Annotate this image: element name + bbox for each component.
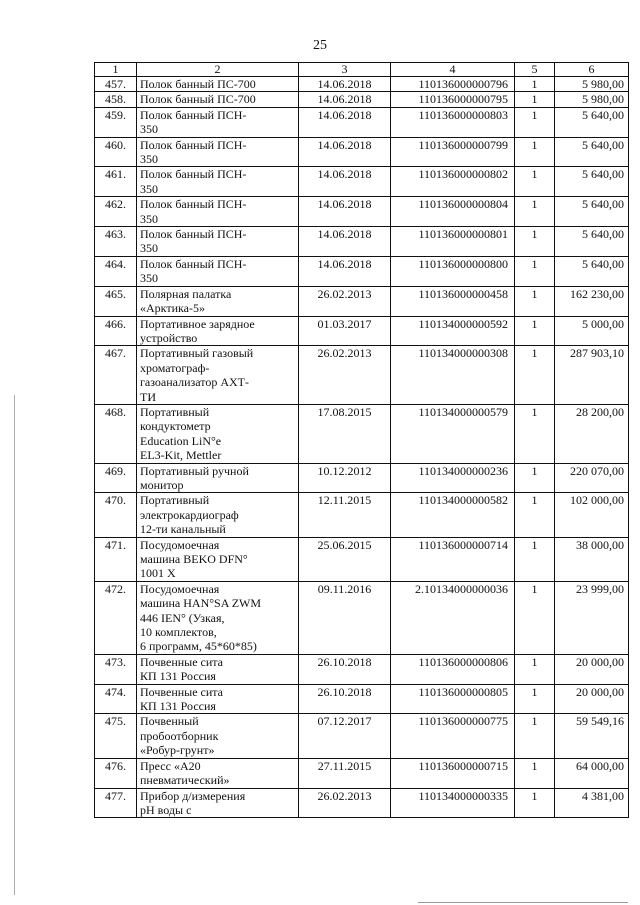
item-quantity: 1 bbox=[515, 227, 555, 257]
inventory-code: 110134000000579 bbox=[391, 404, 515, 463]
item-name: Портативный кондуктометр Education LiN°e EL3-Kit, Mettler bbox=[137, 404, 299, 463]
item-date: 09.11.2016 bbox=[299, 581, 391, 654]
inventory-table bbox=[94, 62, 629, 818]
table-row bbox=[95, 167, 629, 197]
table-row bbox=[95, 107, 629, 137]
inventory-code: 110136000000802 bbox=[391, 167, 515, 197]
item-cost: 5 640,00 bbox=[555, 137, 629, 167]
item-quantity: 1 bbox=[515, 77, 555, 92]
table-row bbox=[95, 197, 629, 227]
item-cost: 5 640,00 bbox=[555, 167, 629, 197]
row-number: 473. bbox=[95, 654, 137, 684]
item-name: Полок банный ПС-700 bbox=[137, 92, 299, 107]
table-header bbox=[95, 63, 629, 77]
inventory-code: 110136000000795 bbox=[391, 92, 515, 107]
inventory-code: 110134000000592 bbox=[391, 316, 515, 346]
header-col-5: 5 bbox=[515, 63, 555, 77]
row-number: 471. bbox=[95, 537, 137, 581]
inventory-code: 110134000000335 bbox=[391, 788, 515, 818]
table-body bbox=[95, 77, 629, 818]
item-date: 12.11.2015 bbox=[299, 493, 391, 537]
item-cost: 5 980,00 bbox=[555, 92, 629, 107]
item-cost: 64 000,00 bbox=[555, 758, 629, 788]
item-date: 14.06.2018 bbox=[299, 167, 391, 197]
table-row bbox=[95, 77, 629, 92]
item-cost: 162 230,00 bbox=[555, 286, 629, 316]
table-row bbox=[95, 714, 629, 758]
scan-edge-line bbox=[14, 395, 15, 895]
table-row bbox=[95, 227, 629, 257]
item-name: Полок банный ПС-700 bbox=[137, 77, 299, 92]
table-row bbox=[95, 788, 629, 818]
item-cost: 23 999,00 bbox=[555, 581, 629, 654]
item-name: Полок банный ПСН- 350 bbox=[137, 137, 299, 167]
page-number: 25 bbox=[313, 38, 327, 53]
item-date: 14.06.2018 bbox=[299, 92, 391, 107]
row-number: 460. bbox=[95, 137, 137, 167]
item-cost: 287 903,10 bbox=[555, 346, 629, 405]
item-quantity: 1 bbox=[515, 137, 555, 167]
item-date: 17.08.2015 bbox=[299, 404, 391, 463]
item-name: Посудомоечная машина BEKO DFN° 1001 X bbox=[137, 537, 299, 581]
row-number: 474. bbox=[95, 684, 137, 714]
table-row bbox=[95, 758, 629, 788]
row-number: 465. bbox=[95, 286, 137, 316]
item-name: Пресс «А20 пневматический» bbox=[137, 758, 299, 788]
table-row bbox=[95, 493, 629, 537]
item-name: Прибор д/измерения рН воды с bbox=[137, 788, 299, 818]
item-cost: 220 070,00 bbox=[555, 463, 629, 493]
inventory-code: 2.10134000000036 bbox=[391, 581, 515, 654]
item-name: Портативный ручной монитор bbox=[137, 463, 299, 493]
row-number: 459. bbox=[95, 107, 137, 137]
item-quantity: 1 bbox=[515, 286, 555, 316]
header-col-3: 3 bbox=[299, 63, 391, 77]
inventory-code: 110136000000800 bbox=[391, 256, 515, 286]
inventory-code: 110136000000799 bbox=[391, 137, 515, 167]
inventory-code: 110136000000803 bbox=[391, 107, 515, 137]
item-name: Посудомоечная машина HAN°SA ZWM 446 IEN° (Узкая, 10 комплектов, 6 программ, 45*60*85) bbox=[137, 581, 299, 654]
item-quantity: 1 bbox=[515, 316, 555, 346]
inventory-code: 110136000000806 bbox=[391, 654, 515, 684]
item-date: 07.12.2017 bbox=[299, 714, 391, 758]
item-cost: 59 549,16 bbox=[555, 714, 629, 758]
table-row bbox=[95, 463, 629, 493]
item-cost: 5 000,00 bbox=[555, 316, 629, 346]
item-quantity: 1 bbox=[515, 167, 555, 197]
table-row bbox=[95, 404, 629, 463]
row-number: 467. bbox=[95, 346, 137, 405]
item-name: Почвенные сита КП 131 Россия bbox=[137, 654, 299, 684]
item-cost: 5 980,00 bbox=[555, 77, 629, 92]
item-quantity: 1 bbox=[515, 197, 555, 227]
table-row bbox=[95, 256, 629, 286]
inventory-code: 110136000000714 bbox=[391, 537, 515, 581]
item-name: Полок банный ПСН- 350 bbox=[137, 107, 299, 137]
table-row bbox=[95, 537, 629, 581]
item-quantity: 1 bbox=[515, 92, 555, 107]
row-number: 458. bbox=[95, 92, 137, 107]
header-row bbox=[95, 63, 629, 77]
item-date: 25.06.2015 bbox=[299, 537, 391, 581]
item-quantity: 1 bbox=[515, 654, 555, 684]
item-quantity: 1 bbox=[515, 581, 555, 654]
item-date: 14.06.2018 bbox=[299, 107, 391, 137]
item-name: Почвенные сита КП 131 Россия bbox=[137, 684, 299, 714]
item-name: Полок банный ПСН- 350 bbox=[137, 197, 299, 227]
item-name: Портативный газовый хроматограф- газоанализатор АХТ- ТИ bbox=[137, 346, 299, 405]
inventory-code: 110134000000582 bbox=[391, 493, 515, 537]
row-number: 468. bbox=[95, 404, 137, 463]
item-cost: 20 000,00 bbox=[555, 684, 629, 714]
item-quantity: 1 bbox=[515, 788, 555, 818]
row-number: 466. bbox=[95, 316, 137, 346]
item-name: Почвенный пробоотборник «Робур-грунт» bbox=[137, 714, 299, 758]
header-col-1: 1 bbox=[95, 63, 137, 77]
item-date: 26.02.2013 bbox=[299, 788, 391, 818]
row-number: 477. bbox=[95, 788, 137, 818]
item-cost: 38 000,00 bbox=[555, 537, 629, 581]
table-row bbox=[95, 137, 629, 167]
row-number: 461. bbox=[95, 167, 137, 197]
item-quantity: 1 bbox=[515, 537, 555, 581]
item-date: 27.11.2015 bbox=[299, 758, 391, 788]
row-number: 470. bbox=[95, 493, 137, 537]
inventory-code: 110136000000775 bbox=[391, 714, 515, 758]
footer-rule bbox=[418, 902, 628, 903]
item-date: 01.03.2017 bbox=[299, 316, 391, 346]
item-date: 10.12.2012 bbox=[299, 463, 391, 493]
inventory-code: 110136000000804 bbox=[391, 197, 515, 227]
item-quantity: 1 bbox=[515, 346, 555, 405]
row-number: 475. bbox=[95, 714, 137, 758]
item-cost: 5 640,00 bbox=[555, 256, 629, 286]
inventory-code: 110134000000308 bbox=[391, 346, 515, 405]
item-cost: 28 200,00 bbox=[555, 404, 629, 463]
item-name: Портативное зарядное устройство bbox=[137, 316, 299, 346]
table-row bbox=[95, 316, 629, 346]
table-row bbox=[95, 654, 629, 684]
item-name: Портативный электрокардиограф 12-ти канальный bbox=[137, 493, 299, 537]
item-quantity: 1 bbox=[515, 684, 555, 714]
item-date: 26.10.2018 bbox=[299, 654, 391, 684]
header-col-2: 2 bbox=[137, 63, 299, 77]
item-name: Полярная палатка «Арктика-5» bbox=[137, 286, 299, 316]
item-date: 14.06.2018 bbox=[299, 227, 391, 257]
row-number: 463. bbox=[95, 227, 137, 257]
row-number: 476. bbox=[95, 758, 137, 788]
item-quantity: 1 bbox=[515, 256, 555, 286]
inventory-code: 110136000000805 bbox=[391, 684, 515, 714]
row-number: 457. bbox=[95, 77, 137, 92]
item-quantity: 1 bbox=[515, 404, 555, 463]
table-row bbox=[95, 684, 629, 714]
row-number: 462. bbox=[95, 197, 137, 227]
header-col-4: 4 bbox=[391, 63, 515, 77]
table-row bbox=[95, 581, 629, 654]
item-name: Полок банный ПСН- 350 bbox=[137, 227, 299, 257]
item-quantity: 1 bbox=[515, 714, 555, 758]
item-name: Полок банный ПСН- 350 bbox=[137, 256, 299, 286]
item-name: Полок банный ПСН- 350 bbox=[137, 167, 299, 197]
item-quantity: 1 bbox=[515, 758, 555, 788]
table-row bbox=[95, 346, 629, 405]
item-date: 14.06.2018 bbox=[299, 256, 391, 286]
row-number: 464. bbox=[95, 256, 137, 286]
item-date: 26.10.2018 bbox=[299, 684, 391, 714]
item-cost: 102 000,00 bbox=[555, 493, 629, 537]
row-number: 469. bbox=[95, 463, 137, 493]
item-date: 26.02.2013 bbox=[299, 346, 391, 405]
table-row bbox=[95, 286, 629, 316]
item-quantity: 1 bbox=[515, 463, 555, 493]
item-cost: 20 000,00 bbox=[555, 654, 629, 684]
inventory-code: 110134000000236 bbox=[391, 463, 515, 493]
item-date: 26.02.2013 bbox=[299, 286, 391, 316]
header-col-6: 6 bbox=[555, 63, 629, 77]
inventory-code: 110136000000715 bbox=[391, 758, 515, 788]
item-date: 14.06.2018 bbox=[299, 197, 391, 227]
item-cost: 4 381,00 bbox=[555, 788, 629, 818]
item-cost: 5 640,00 bbox=[555, 197, 629, 227]
item-quantity: 1 bbox=[515, 107, 555, 137]
inventory-code: 110136000000801 bbox=[391, 227, 515, 257]
table-row bbox=[95, 92, 629, 107]
item-date: 14.06.2018 bbox=[299, 137, 391, 167]
item-cost: 5 640,00 bbox=[555, 107, 629, 137]
item-quantity: 1 bbox=[515, 493, 555, 537]
item-cost: 5 640,00 bbox=[555, 227, 629, 257]
row-number: 472. bbox=[95, 581, 137, 654]
item-date: 14.06.2018 bbox=[299, 77, 391, 92]
inventory-code: 110136000000796 bbox=[391, 77, 515, 92]
inventory-code: 110136000000458 bbox=[391, 286, 515, 316]
